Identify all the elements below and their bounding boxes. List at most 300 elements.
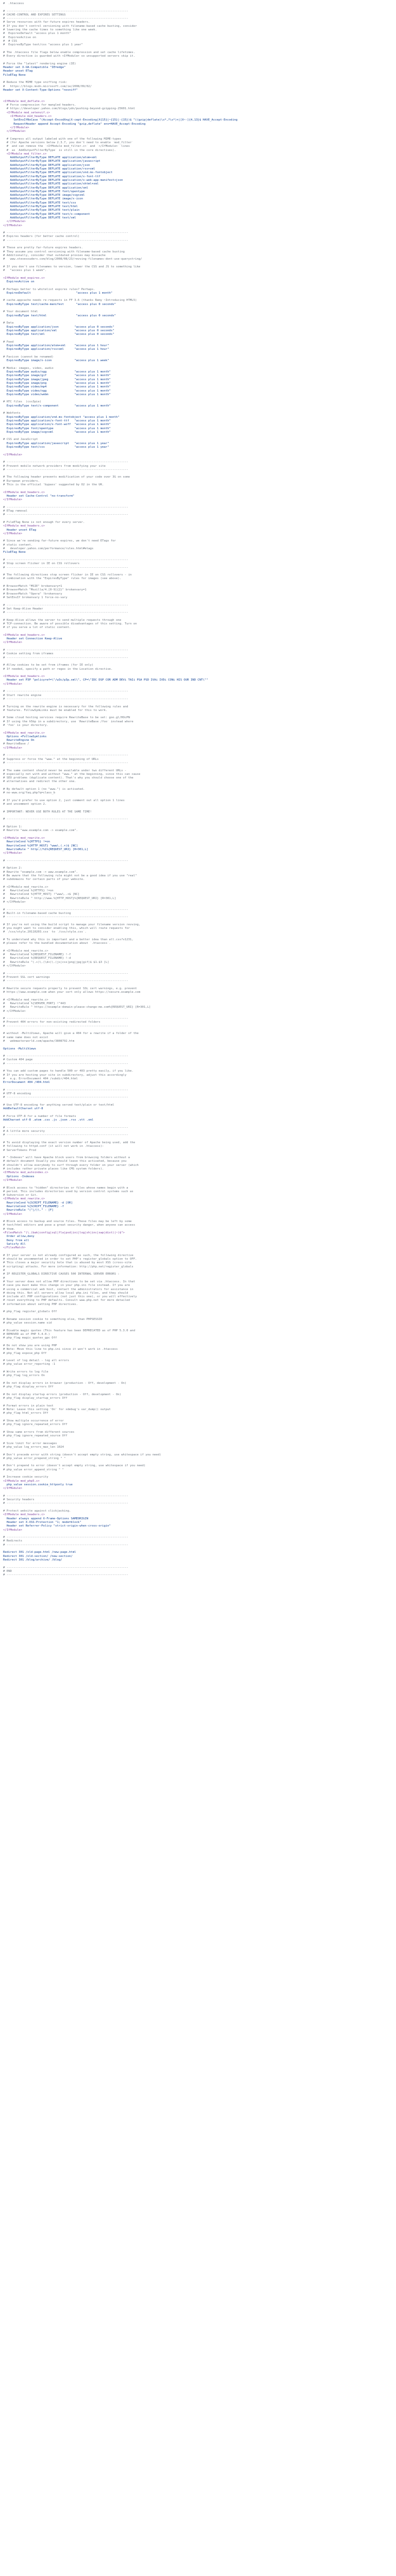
code-line: </IfModule> xyxy=(3,126,29,129)
code-line xyxy=(3,487,393,490)
code-line xyxy=(3,1250,393,1254)
code-line: # text/html editors and pose a great security danger, when anyone can access xyxy=(3,1224,135,1227)
code-line: # ExpiresByType text/css "access plus 1 year" xyxy=(3,43,83,47)
code-line xyxy=(3,96,393,99)
code-line: Redirect 301 /old-section/ /new-section/ xyxy=(3,1554,73,1558)
code-line: # php_flag log_errors On xyxy=(3,1374,45,1378)
code-line: ExpiresActive on xyxy=(3,280,35,283)
code-line: # If needed, specify a path or regex in the Location directive. xyxy=(3,667,113,671)
code-line: # Suppress or force the "www." at the beginning of URLs xyxy=(3,757,99,761)
code-line: # static content. xyxy=(3,543,33,547)
code-line: # TCP-connection. Be aware of possible disadvantages of this setting. Turn on xyxy=(3,622,137,625)
code-line: <IfModule mod_expires.c> xyxy=(3,276,45,280)
code-line: RewriteRule "(^|/)\." - [F] xyxy=(3,1209,54,1212)
code-line: ExpiresByType image/png "access plus 1 month" xyxy=(3,381,111,385)
code-line: # IF REGISTER_GLOBALS DIRECTIVE CAUSES 500 INTERNAL SERVER ERRORS : xyxy=(3,1273,120,1276)
code-line: # RewriteRule ^ https://example-domain-please-change-me.com%{REQUEST_URI} [R=301,L] xyxy=(3,1006,151,1009)
code-line xyxy=(3,904,393,908)
code-line: # Since we're sending far-future expires, we don't need ETags for xyxy=(3,539,116,543)
code-line xyxy=(3,77,393,81)
code-line: # following to httpd.conf (it will not work in .htaccess): xyxy=(3,1145,104,1148)
code-line xyxy=(3,671,393,675)
code-line: Header set Connection Keep-Alive xyxy=(3,637,62,641)
code-line: # reset everything to PHP defaults. Consult www.php.net for more detailed xyxy=(3,1299,130,1302)
code-line: RewriteRule ^ http://%1%{REQUEST_URI} [R=301,L] xyxy=(3,848,89,851)
code-line xyxy=(3,1416,393,1419)
code-line: # if you serve a lot of static content. xyxy=(3,626,71,630)
code-line: <IfModule mod_setenvif.c> xyxy=(3,111,50,114)
code-line xyxy=(3,1427,393,1431)
code-line: # scripting) attacks. For more information: http://php.net/register_globals xyxy=(3,1265,134,1268)
code-line: # https://developer.yahoo.com/blogs/ydn/pushing-beyond-gzipping-25601.html xyxy=(3,107,135,111)
code-line: # php_flag ignore_repeated_source Off xyxy=(3,1434,68,1438)
code-line xyxy=(3,1028,393,1032)
code-line: # Level of log detail - log all errors xyxy=(3,1359,69,1363)
code-line: # php_flag html_errors Off xyxy=(3,1412,48,1415)
code-line: # ---------------------------------------------------------------------- xyxy=(3,239,128,242)
code-line: ExpiresByType video/mp4 "access plus 1 month" xyxy=(3,385,111,389)
code-line: Header set X-UA-Compatible "IE=edge" xyxy=(3,66,66,70)
code-line: # </IfModule> xyxy=(3,964,26,968)
code-line: # The following header prevents modification of your code over 3G on some xyxy=(3,476,130,479)
code-line: # To avoid displaying the exact version number of Apache being used, add the xyxy=(3,1141,135,1144)
code-line xyxy=(3,750,393,754)
code-line: Header set X-Content-Type-Options "nosniff" xyxy=(3,88,78,92)
code-line: # ---------------------------------------------------------------------- xyxy=(3,1543,128,1547)
code-line: # By default option 1 (no "www.") is activated. xyxy=(3,788,85,791)
code-line: # lowering the cache times to something like one week. xyxy=(3,28,97,32)
code-line: # using a commercial web host, contact the administrators for assistance in xyxy=(3,1287,134,1291)
code-line: AddOutputFilterByType DEFLATE application/x-font-ttf xyxy=(3,175,101,178)
code-line: # Rewrite secure requests properly to prevent SSL cert warnings, e.g. prevent xyxy=(3,987,137,990)
code-line: # Stop screen flicker in IE on CSS rollovers xyxy=(3,562,80,566)
code-line: # Perhaps better to whitelist expires rules? Perhaps. xyxy=(3,287,95,291)
code-line: # ---------------------------------------------------------------------- xyxy=(3,690,128,693)
code-line: # `/css/style.20110203.css` to `/css/style.css`. xyxy=(3,930,87,934)
code-line xyxy=(3,47,393,51)
code-line: </IfModule> xyxy=(3,1487,23,1490)
code-line: # Format errors in plain text xyxy=(3,1404,54,1408)
code-line: AddOutputFilterByType DEFLATE font/opentype xyxy=(3,190,85,193)
code-line: # and uncomment option 2. xyxy=(3,803,47,806)
code-line: <IfModule mod_headers.c> xyxy=(3,675,45,679)
code-line: # RewriteRule ^(.+)\.(\d+)\.(js|css|png|jpg|gif)$ $1.$3 [L] xyxy=(3,960,109,964)
code-line xyxy=(3,855,393,859)
code-line: AddOutputFilterByType DEFLATE application/javascript xyxy=(3,160,101,163)
code-line: # ---------------------------------------------------------------------- xyxy=(3,468,128,471)
code-line: # Show same errors from different sources xyxy=(3,1430,75,1434)
code-line: # xyxy=(3,1269,5,1273)
code-line: # Subversion or Git. xyxy=(3,1194,38,1197)
code-line: # This closes a major security hole that is abused by most XSS (cross-site xyxy=(3,1261,132,1265)
code-line: # Note: Move this line to php.ini since it won't work in .htaccess xyxy=(3,1348,118,1351)
code-line: # RewriteRule ^ http://www.%{HTTP_HOST}%{REQUEST_URI} [R=301,L] xyxy=(3,896,116,900)
code-line: # ---------------------------------------------------------------------- xyxy=(3,972,128,975)
code-line: </IfModule> xyxy=(3,130,26,133)
code-line: AddOutputFilterByType DEFLATE application/x-web-app-manifest+json xyxy=(3,178,123,182)
code-line: Options +FollowSymlinks xyxy=(3,735,47,738)
code-line xyxy=(3,701,393,705)
code-line xyxy=(3,1307,393,1310)
code-line xyxy=(3,570,393,573)
code-line: # and can remove the `<IfModule mod_filter.c>` and `</IfModule>` lines xyxy=(3,145,130,148)
code-line: # period. This includes directories used by version control systems such as xyxy=(3,1190,134,1193)
code-line: # (for Apache versions below 2.3.7, you don't need to enable `mod_filter` xyxy=(3,141,134,144)
code-line xyxy=(3,434,393,438)
code-line: # Additionally, consider that outdated proxies may miscache xyxy=(3,253,106,257)
code-line: # same name does not exist xyxy=(3,1036,48,1039)
code-line: # If you'd prefer to use option 2, just comment out all option 1 lines xyxy=(3,799,125,802)
code-line: # default document Usually you should leave this activated, because you xyxy=(3,1160,127,1163)
code-line: <FilesMatch "(\.(bak|config|sql|fla|psd|ini|log|sh|inc|swp|dist)|~)$"> xyxy=(3,1231,125,1235)
code-line xyxy=(3,1547,393,1551)
code-line: # without -MultiViews, Apache will give a 404 for a rewrite if a folder of the xyxy=(3,1032,139,1036)
code-line: # If you're not using the build script to manage your filename version revving, xyxy=(3,923,141,926)
code-line: # BrowserMatch "MSIE" brokenvary=1 xyxy=(3,585,62,588)
code-line: ExpiresByType application/vnd.ms-fontobject "access plus 1 month" xyxy=(3,415,120,419)
code-line xyxy=(3,1182,393,1186)
code-line: # no-www.org/faq.php?q=class_b xyxy=(3,791,56,795)
code-line: # Size limit for error messages xyxy=(3,1442,57,1445)
code-line xyxy=(3,92,393,96)
code-line: # Force the "latest" rendering engine (IE) xyxy=(3,62,76,65)
code-line: # Webfonts xyxy=(3,412,21,415)
code-line xyxy=(3,615,393,618)
code-line xyxy=(3,502,393,505)
code-line: # ---------------------------------------------------------------------- xyxy=(3,1126,128,1129)
code-line: # You can add custom pages to handle 500 or 403 pretty easily, if you like. xyxy=(3,1070,134,1073)
code-line: Options -MultiViews xyxy=(3,1047,36,1050)
code-line: # as `AddOutputFilterByType` is still in the core directives). xyxy=(3,148,116,152)
code-line xyxy=(3,686,393,690)
code-line: # php_value error_append_string " " xyxy=(3,1468,64,1471)
code-line: # Compress all output labeled with one of the following MIME-types xyxy=(3,137,122,141)
code-line: Header set Cache-Control "no-transform" xyxy=(3,494,75,498)
code-line: ExpiresDefault "access plus 1 month" xyxy=(3,291,113,295)
code-line: ErrorDocument 404 /404.html xyxy=(3,1081,50,1084)
code-line: ExpiresByType video/webm "access plus 1 month" xyxy=(3,393,111,396)
code-line: # END xyxy=(3,1569,12,1573)
code-line: # </IfModule> xyxy=(3,1009,26,1013)
code-line xyxy=(3,352,393,355)
code-line: # ServerTokens Prod xyxy=(3,1148,36,1152)
code-line: # <IfModule mod_rewrite.c> xyxy=(3,885,48,889)
code-line: RequestHeader append Accept-Encoding "gzip,deflate" env=HAVE_Accept-Encoding xyxy=(3,122,146,126)
code-line: # Do not display errors in browser (production - Off, development - On) xyxy=(3,1381,127,1385)
code-line: # Be aware that the following rule might not be a good idea if you use "real" xyxy=(3,874,137,877)
code-line: AddOutputFilterByType DEFLATE text/plain xyxy=(3,209,80,212)
code-line: # php_value error_reporting -1 xyxy=(3,1363,56,1366)
code-line: # features. FollowSymLinks must be enabled for this to work. xyxy=(3,708,108,712)
code-line: # doing this. Not all servers allow local php.ini files, and they should xyxy=(3,1291,128,1295)
code-line xyxy=(3,243,393,246)
code-line: # ---------------------------------------------------------------------- xyxy=(3,1566,128,1569)
code-line xyxy=(3,1066,393,1070)
code-line: # php_value session.name sid xyxy=(3,1321,52,1325)
code-line: Options -Indexes xyxy=(3,1175,35,1178)
code-line: AddDefaultCharset utf-8 xyxy=(3,1107,43,1111)
code-line: RewriteCond %{SCRIPT_FILENAME} -d [OR] xyxy=(3,1201,73,1205)
code-line: ExpiresByType application/xml "access plus 0 seconds" xyxy=(3,329,114,332)
code-line: # ---------------------------------------------------------------------- xyxy=(3,1088,128,1092)
code-line: # BrowserMatch "Opera" !brokenvary xyxy=(3,592,62,596)
code-line: # Use UTF-8 encoding for anything served text/plain or text/html xyxy=(3,1103,114,1107)
code-line xyxy=(3,968,393,972)
code-line: FileETag None xyxy=(3,73,26,77)
code-line: # ExpiresActive on xyxy=(3,36,36,39)
code-line: ExpiresByType audio/ogg "access plus 1 month" xyxy=(3,370,111,374)
code-line: # Set Keep-Alive Header xyxy=(3,607,43,611)
code-line: AddOutputFilterByType DEFLATE text/css xyxy=(3,201,76,205)
code-line xyxy=(3,863,393,867)
code-line: # ---------------------------------------------------------------------- xyxy=(3,1494,128,1498)
code-line: RewriteCond %{HTTP_HOST} ^www\.(.+)$ [NC] xyxy=(3,844,78,848)
code-line: # Keep-Alive allows the server to send multiple requests through one xyxy=(3,618,122,622)
code-line: # ---------------------------------------------------------------------- xyxy=(3,697,128,701)
code-line: # RewriteCond %{REQUEST_FILENAME} !-d xyxy=(3,957,71,960)
code-line: # The following directives stop screen flicker in IE on CSS rollovers - in xyxy=(3,573,132,577)
code-line: RewriteCond %{SCRIPT_FILENAME} -f xyxy=(3,1205,64,1208)
code-line: </IfModule> xyxy=(3,1212,23,1216)
code-line: # 'foo' is your directory. xyxy=(3,724,48,727)
code-line: ExpiresByType application/javascript "access plus 1 year" xyxy=(3,442,109,445)
code-line xyxy=(3,449,393,453)
code-line: Deny from all xyxy=(3,1239,29,1242)
code-line: <IfModule mod_rewrite.c> xyxy=(3,1197,45,1201)
code-line xyxy=(3,307,393,310)
code-line: # SetEnvIf brokenvary 1 force-no-vary xyxy=(3,596,68,599)
code-line: ExpiresByType application/atom+xml "access plus 1 hour" xyxy=(3,344,109,348)
code-line: # They assume you control versioning with filename-based cache busting xyxy=(3,250,125,253)
code-line xyxy=(3,555,393,558)
code-line: # xyxy=(3,1276,5,1280)
code-line: # Expires headers (for better cache control) xyxy=(3,235,80,239)
code-line: # ---------------------------------------------------------------------- xyxy=(3,754,128,757)
code-line: # Turning on the rewrite engine is necessary for the following rules and xyxy=(3,705,128,708)
code-line: # RewriteBase / xyxy=(3,742,29,746)
code-line xyxy=(3,1449,393,1453)
code-line: # them. xyxy=(3,1227,15,1231)
code-line: # RewriteCond %{REQUEST_FILENAME} !-f xyxy=(3,953,71,957)
code-line: # REMOVED as of PHP 5.4.0.) xyxy=(3,1333,50,1336)
code-line: # php_value log_errors_max_len 1024 xyxy=(3,1446,64,1449)
code-line xyxy=(3,536,393,539)
code-line: # ---------------------------------------------------------------------- xyxy=(3,979,128,983)
code-line: </IfModule> xyxy=(3,852,23,855)
code-line: # If using the h5bp in a subdirectory, use `RewriteBase /foo` instead where xyxy=(3,720,134,723)
code-line xyxy=(3,1389,393,1393)
code-line: # FileETag None is not enough for every server. xyxy=(3,520,85,524)
code-line: </IfModule> xyxy=(3,682,23,686)
code-line: # If your server is not already configured as such, the following directive xyxy=(3,1253,134,1257)
code-line xyxy=(3,660,393,664)
code-line: AddOutputFilterByType DEFLATE text/html xyxy=(3,205,78,209)
code-line: # Custom 404 page xyxy=(3,1058,33,1062)
code-line xyxy=(3,1100,393,1104)
code-line: ExpiresByType text/x-component "access plus 1 month" xyxy=(3,404,111,408)
code-line: # CACHE-CONTROL AND EXPIRES SETTINGS xyxy=(3,13,66,16)
code-line xyxy=(3,273,393,276)
code-line: # Note: Leave this setting 'On' for xdebug's var_dump() output xyxy=(3,1408,111,1412)
code-line xyxy=(3,882,393,885)
code-line: # ---------------------------------------------------------------------- xyxy=(3,566,128,569)
code-line: AddOutputFilterByType DEFLATE image/x-icon xyxy=(3,197,83,201)
code-line xyxy=(3,1013,393,1017)
code-line: Header set Referrer-Policy "strict-origin-when-cross-origin" xyxy=(3,1524,111,1528)
code-line: ExpiresByType video/ogg "access plus 1 month" xyxy=(3,389,111,393)
code-line: <IfModule mod_php5.c> xyxy=(3,1479,40,1483)
code-line: # ---------------------------------------------------------------------- xyxy=(3,916,128,919)
code-line: # https://www.example.com when your cert only allows https://secure.example.com xyxy=(3,991,141,994)
code-line xyxy=(3,1461,393,1464)
code-line: # ---------------------------------------------------------------------- xyxy=(3,908,128,911)
code-line: # Redirects xyxy=(3,1539,23,1543)
code-line xyxy=(3,1378,393,1382)
code-line: # Don't precede error with string (doesn't accept empty string, use whitespace if you need) xyxy=(3,1453,161,1456)
code-line: AddOutputFilterByType DEFLATE text/xml xyxy=(3,216,76,219)
code-line xyxy=(3,1111,393,1115)
code-line: # Prevent 404 errors for non-existing redirected folders xyxy=(3,1021,101,1024)
code-line xyxy=(3,814,393,818)
code-line: # RewriteCond %{HTTP_HOST} !^www\..+$ [NC] xyxy=(3,893,80,896)
code-line: # Some cloud hosting services require RewriteBase to be set: goo.gl/HOcPN xyxy=(3,716,130,720)
code-line: # Show multiple occurrence of error xyxy=(3,1419,64,1422)
code-line xyxy=(3,1043,393,1047)
code-line: ExpiresByType application/rss+xml "access plus 1 hour" xyxy=(3,348,109,351)
code-line: ExpiresByType application/x-font-woff "access plus 1 month" xyxy=(3,423,111,427)
code-line xyxy=(3,1314,393,1318)
code-line: <IfModule mod_deflate.c> xyxy=(3,99,45,103)
code-line: <IfModule mod_filter.c> xyxy=(3,152,47,156)
code-line: <IfModule mod_autoindex.c> xyxy=(3,1171,48,1175)
code-line: # Protect website against clickjacking. xyxy=(3,1510,71,1513)
code-line: # should be uncommented in order to set PHP's register_globals option to OFF. xyxy=(3,1258,137,1261)
code-line: # ---------------------------------------------------------------------- xyxy=(3,1536,128,1539)
code-line: # Every directive is guarded with <IfModule> so unsupported servers skip it. xyxy=(3,55,135,58)
code-line: # Rewrite "example.com -> www.example.com". xyxy=(3,870,78,874)
code-line: # Rename session cookie to something else, than PHPSESSID xyxy=(3,1317,102,1321)
code-line: # Option 1: xyxy=(3,825,23,829)
code-line: # Rewrite "www.example.com -> example.com". xyxy=(3,829,78,833)
code-line xyxy=(3,336,393,340)
code-line: ExpiresByType image/gif "access plus 1 month" xyxy=(3,374,111,378)
code-line xyxy=(3,457,393,461)
code-line: # Write errors to log file xyxy=(3,1370,48,1374)
code-line: # www.stevesouders.com/blog/2008/08/23/revving-filenames-dont-use-querystring/ xyxy=(3,258,142,261)
code-line: ExpiresByType application/x-font-ttf "access plus 1 month" xyxy=(3,419,111,422)
code-line: # RewriteCond %{SERVER_PORT} !^443 xyxy=(3,1002,66,1005)
code-line xyxy=(3,363,393,367)
code-line: # UTF-8 encoding xyxy=(3,1092,31,1096)
code-line xyxy=(3,1122,393,1126)
code-line: Header set P3P "policyref=\"/w3c/p3p.xml\", CP=\"IDC DSP COR ADM DEVi TAIi PSA PSD IVAi IVDi CONi HIS OUR IND CNT\"" xyxy=(3,679,208,682)
code-line: # php_flag display_errors Off xyxy=(3,1385,54,1389)
code-line: # Force UTF-8 for a number of file formats xyxy=(3,1114,76,1118)
code-line: # .htaccess xyxy=(3,2,24,5)
code-line: # "access plus 1 week". xyxy=(3,269,47,273)
code-line: AddOutputFilterByType DEFLATE application/json xyxy=(3,163,90,167)
code-line: # ---------------------------------------------------------------------- xyxy=(3,9,128,13)
code-line xyxy=(3,284,393,287)
code-line: # Allow cookies to be set from iframes (for IE only) xyxy=(3,664,94,667)
code-line: ExpiresByType font/opentype "access plus 1 month" xyxy=(3,427,111,430)
code-line: <IfModule mod_headers.c> xyxy=(3,114,52,118)
code-line: # php_flag register_globals Off xyxy=(3,1310,57,1314)
code-line xyxy=(3,295,393,299)
code-line: # ---------------------------------------------------------------------- xyxy=(3,17,128,21)
code-line: Header unset ETag xyxy=(3,70,33,73)
code-line: ExpiresByType image/x-icon "access plus 1 week" xyxy=(3,359,109,363)
code-line: </IfModule> xyxy=(3,641,23,645)
code-line: Header always append X-Frame-Options SAMEORIGIN xyxy=(3,1517,89,1520)
code-line: AddOutputFilterByType DEFLATE application/vnd.ms-fontobject xyxy=(3,171,113,175)
code-line: # Don't prepend to error (doesn't accept empty string, use whitespace if you need) xyxy=(3,1464,146,1468)
code-line: Redirect 301 /old-page.html /new-page.html xyxy=(3,1551,76,1554)
code-line: # ---------------------------------------------------------------------- xyxy=(3,761,128,765)
code-line: # information about setting PHP directives. xyxy=(3,1302,78,1306)
code-line xyxy=(3,1051,393,1055)
code-line: <IfModule mod_headers.c> xyxy=(3,633,45,637)
code-line xyxy=(3,795,393,799)
code-line xyxy=(3,807,393,810)
code-line: # ---------------------------------------------------------------------- xyxy=(3,513,128,517)
code-line: AddOutputFilterByType DEFLATE text/x-component xyxy=(3,212,90,216)
code-line: # ---------------------------------------------------------------------- xyxy=(3,818,128,821)
code-line xyxy=(3,1085,393,1089)
code-line: # case you must make this change in your php.ini file instead. If you are xyxy=(3,1284,130,1287)
code-line xyxy=(3,833,393,837)
code-line xyxy=(3,397,393,400)
code-line: # php_flag ignore_repeated_errors Off xyxy=(3,1423,68,1427)
code-line: Order allow,deny xyxy=(3,1235,35,1239)
code-line: # ---------------------------------------------------------------------- xyxy=(3,1024,128,1028)
code-line xyxy=(3,645,393,649)
code-line: # Cookie setting from iframes xyxy=(3,652,54,656)
code-line: # includes rather private places like CMS system folders). xyxy=(3,1167,104,1171)
code-line: <IfModule mod_rewrite.c> xyxy=(3,836,45,840)
code-line: # SEO problems (duplicate content). That's why you should choose one of the xyxy=(3,776,134,780)
code-line: # Security headers xyxy=(3,1498,35,1502)
code-line xyxy=(3,630,393,634)
code-line: ExpiresByType text/xml "access plus 0 seconds" xyxy=(3,333,114,336)
code-line: php_value session.cookie_httponly true xyxy=(3,1483,73,1486)
code-line: RewriteEngine On xyxy=(3,739,35,742)
code-line: # ---------------------------------------------------------------------- xyxy=(3,231,128,235)
code-line: # developer.yahoo.com/performance/rules.html#etags xyxy=(3,547,94,551)
code-line: # Favicon (cannot be renamed) xyxy=(3,355,54,359)
code-line: <IfModule mod_headers.c> xyxy=(3,1513,45,1517)
code-line xyxy=(3,1216,393,1220)
code-line: # combination with the "ExpiresByType" rules for images (see above). xyxy=(3,577,122,581)
code-line: Header unset ETag xyxy=(3,528,36,532)
code-line xyxy=(3,1138,393,1141)
code-line: <IfModule mod_rewrite.c> xyxy=(3,731,45,735)
code-line: # "-Indexes" will have Apache block users from browsing folders without a xyxy=(3,1156,130,1160)
code-line: </IfModule> xyxy=(3,224,23,227)
code-line: </IfModule> xyxy=(3,1528,23,1532)
code-line: # Prevent SSL cert warnings xyxy=(3,975,50,979)
code-line xyxy=(3,1153,393,1156)
code-line xyxy=(3,983,393,987)
code-line xyxy=(3,472,393,476)
code-line: # ---------------------------------------------------------------------- xyxy=(3,1062,128,1065)
code-line: # European providers. xyxy=(3,479,40,483)
code-line xyxy=(3,58,393,62)
code-line: # ---------------------------------------------------------------------- xyxy=(3,603,128,607)
code-line: # Data xyxy=(3,321,14,325)
code-line: # # CSS xyxy=(3,39,17,43)
code-line: </IfModule> xyxy=(3,1178,23,1182)
